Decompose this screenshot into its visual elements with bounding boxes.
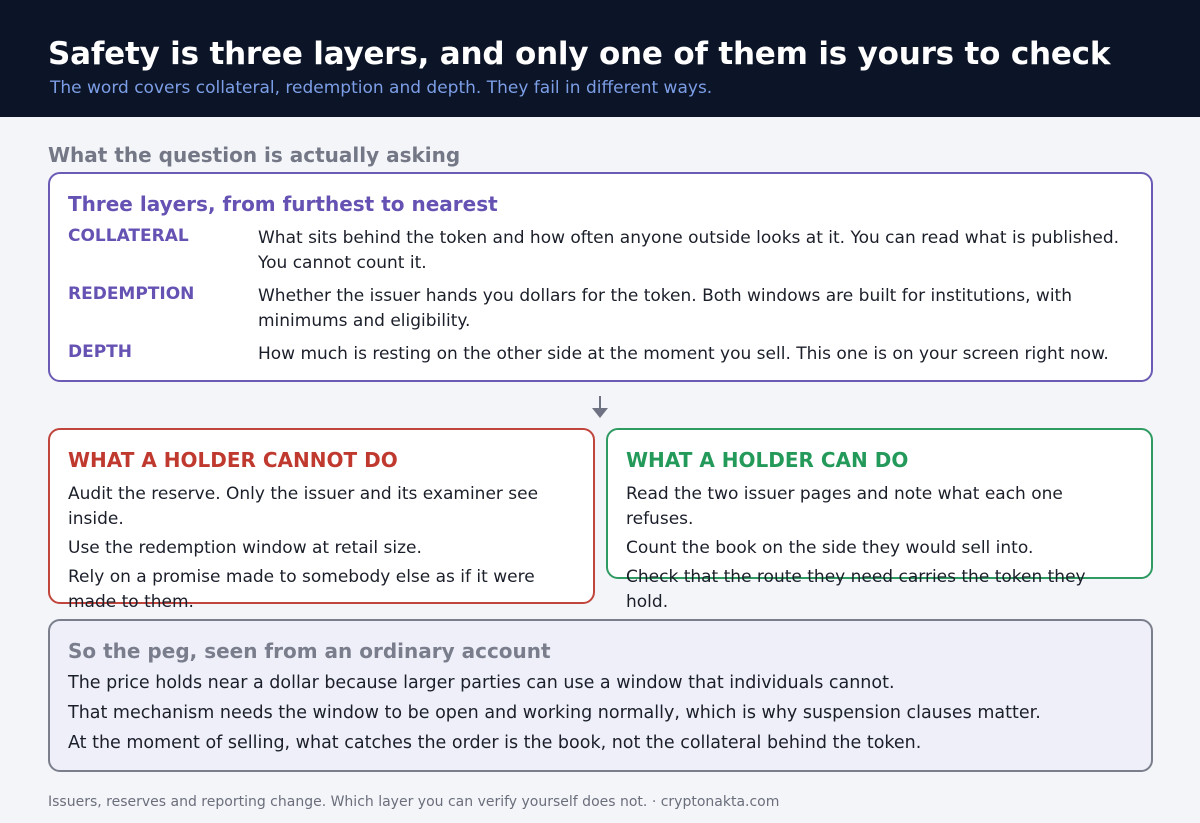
layers-card	[48, 172, 1153, 382]
layer-desc: Whether the issuer hands you dollars for the token. Both windows are built for institutions, with minimums and eligibility.	[258, 286, 1072, 331]
arrow-down-icon	[592, 396, 608, 422]
page-title: Safety is three layers, and only one of them is yours to check	[48, 36, 1111, 72]
section-label: What the question is actually asking	[48, 143, 461, 167]
cannot-list	[68, 482, 568, 619]
page-subtitle: The word covers collateral, redemption and depth. They fail in different ways.	[50, 78, 713, 98]
list-item: Read the two issuer pages and note what each one refuses.	[626, 484, 1063, 529]
can-list	[626, 482, 1126, 619]
cannot-card	[48, 428, 595, 612]
peg-card-title: So the peg, seen from an ordinary account	[68, 639, 551, 663]
list-item: Audit the reserve. Only the issuer and its examiner see inside.	[68, 484, 539, 529]
footer-note: Issuers, reserves and reporting change. Which layer you can verify yourself does not. · cryptonakta.com	[48, 794, 780, 810]
layer-name: COLLATERAL	[68, 226, 189, 246]
list-item: Rely on a promise made to somebody else as if it were made to them.	[68, 567, 535, 612]
can-card	[606, 428, 1153, 612]
list-item: Check that the route they need carries the token they hold.	[626, 567, 1086, 612]
list-item: Count the book on the side they would sell into.	[626, 538, 1034, 558]
can-card-title: WHAT A HOLDER CAN DO	[626, 448, 909, 472]
header-banner	[0, 0, 1200, 117]
list-item: At the moment of selling, what catches the order is the book, not the collateral behind the token.	[68, 733, 922, 753]
list-item: That mechanism needs the window to be open and working normally, which is why suspension clauses matter.	[68, 703, 1041, 723]
cannot-card-title: WHAT A HOLDER CANNOT DO	[68, 448, 398, 472]
peg-card	[48, 619, 1153, 772]
list-item: The price holds near a dollar because larger parties can use a window that individuals cannot.	[68, 673, 895, 693]
list-item: Use the redemption window at retail size.	[68, 538, 422, 558]
layer-name: DEPTH	[68, 342, 133, 362]
layer-desc: How much is resting on the other side at the moment you sell. This one is on your screen right now.	[258, 344, 1109, 364]
peg-list	[68, 671, 1128, 761]
layer-desc: What sits behind the token and how often anyone outside looks at it. You can read what is published. You cannot count it.	[258, 228, 1120, 273]
layer-name: REDEMPTION	[68, 284, 195, 304]
layers-card-title: Three layers, from furthest to nearest	[68, 192, 498, 216]
